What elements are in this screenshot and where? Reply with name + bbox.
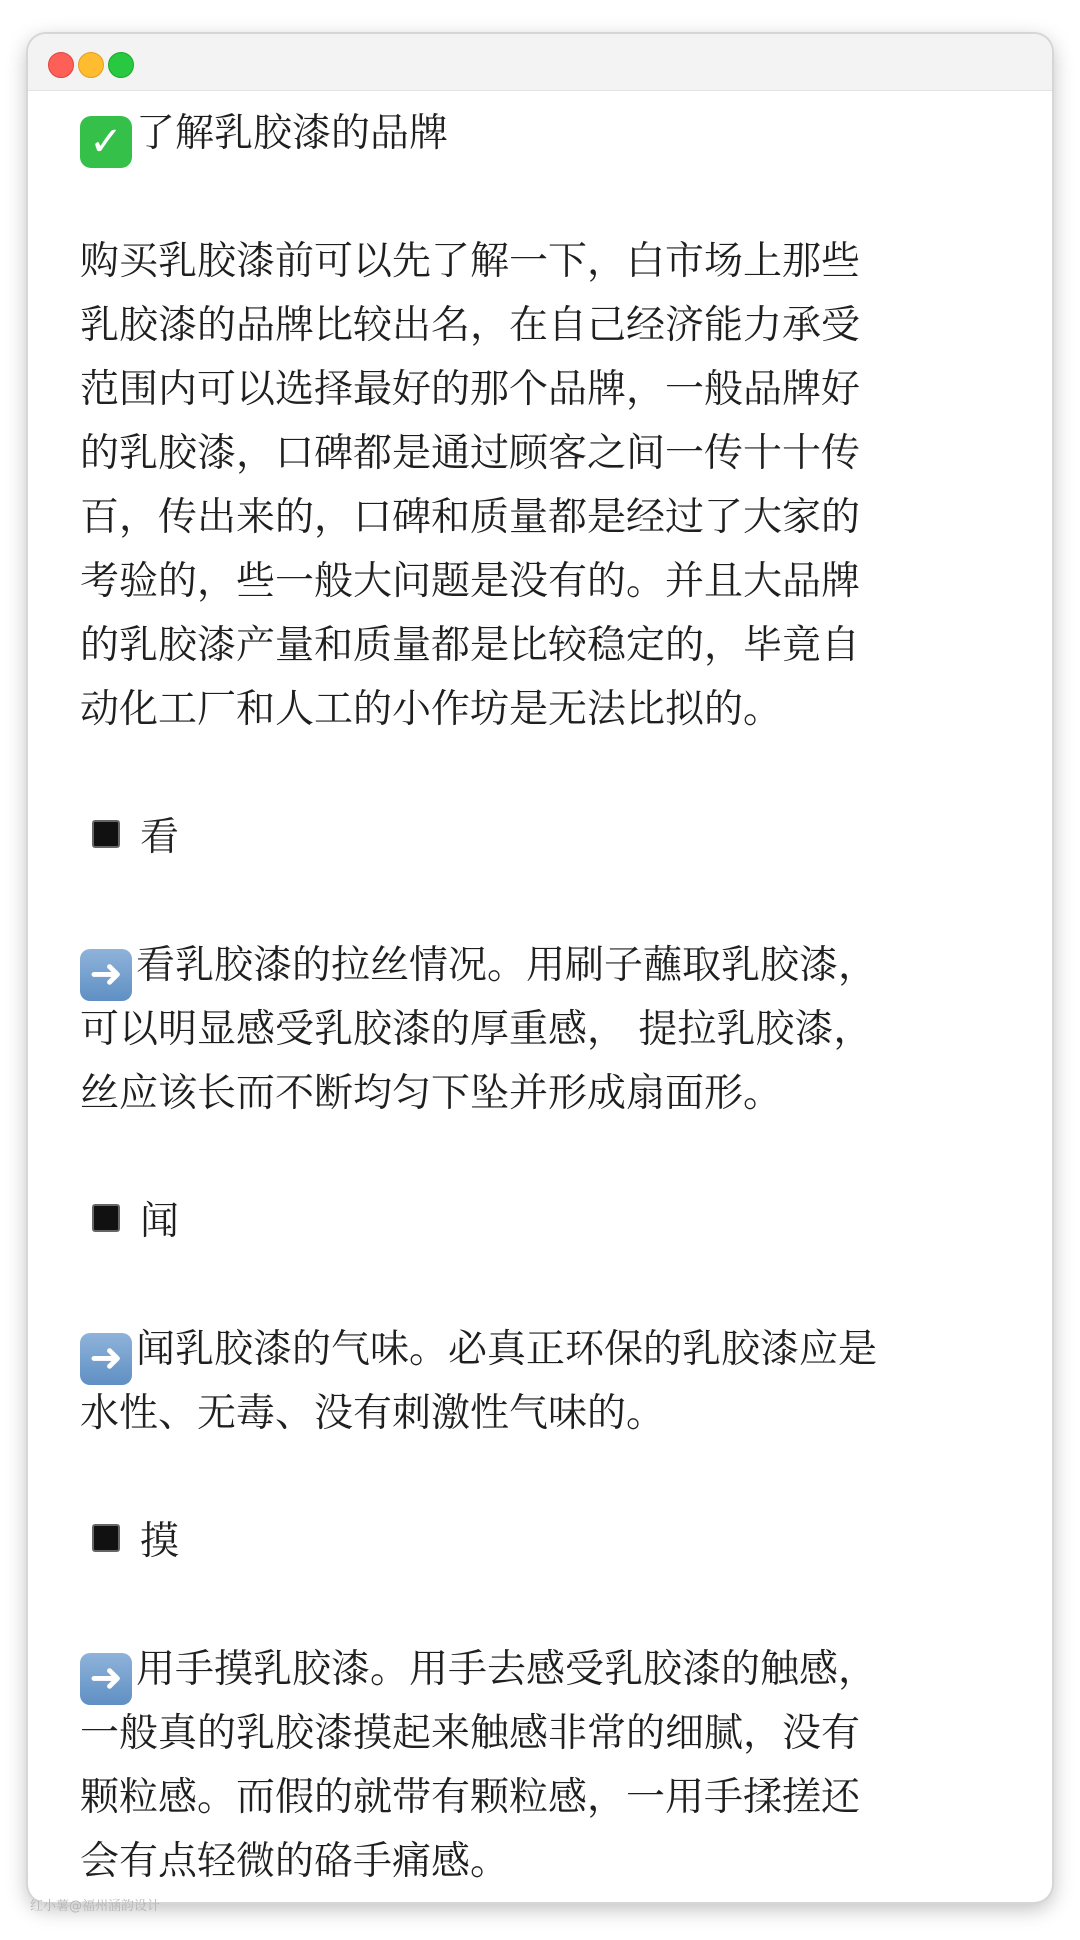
line-text: 用手摸乳胶漆。用手去感受乳胶漆的触感， (136, 1647, 878, 1692)
paragraph-line: 的乳胶漆产量和质量都是比较稳定的，毕竟自 (80, 623, 861, 668)
section-title-text: 闻 (140, 1199, 180, 1244)
line-text: 闻乳胶漆的气味。必真正环保的乳胶漆应是 (136, 1327, 878, 1372)
paragraph-line: 水性、无毒、没有刺激性气味的。 (80, 1391, 666, 1436)
window-titlebar (28, 34, 1052, 91)
right-arrow-icon: ➜ (80, 1333, 132, 1385)
line-text: 看乳胶漆的拉丝情况。用刷子蘸取乳胶漆， (136, 943, 878, 988)
section-touch-body (80, 1638, 1020, 1894)
paragraph-line: 范围内可以选择最好的那个品牌，一般品牌好 (80, 367, 861, 412)
zoom-button[interactable] (108, 52, 134, 78)
paragraph-line (80, 934, 1020, 998)
section-look-body (80, 934, 1020, 1126)
minimize-button[interactable] (78, 52, 104, 78)
paragraph-line: 丝应该长而不断均匀下坠并形成扇面形。 (80, 1071, 783, 1116)
article-heading (80, 102, 1020, 166)
section-title-text: 摸 (140, 1519, 180, 1564)
paragraph-line (80, 1318, 1020, 1382)
section-touch-title (80, 1510, 1020, 1574)
black-square-icon (92, 1524, 120, 1552)
paragraph-brand (80, 230, 1020, 742)
right-arrow-icon: ➜ (80, 949, 132, 1001)
watermark: 红小薯@福州涵韵设计 (30, 1899, 161, 1914)
section-smell-title (80, 1190, 1020, 1254)
paragraph-line: 乳胶漆的品牌比较出名，在自己经济能力承受 (80, 303, 861, 348)
paragraph-line: 动化工厂和人工的小作坊是无法比拟的。 (80, 687, 783, 732)
paragraph-line: 可以明显感受乳胶漆的厚重感， 提拉乳胶漆， (80, 1007, 873, 1052)
heading-text: 了解乳胶漆的品牌 (136, 111, 449, 156)
check-mark-button-icon: ✓ (80, 116, 132, 168)
app-window (28, 34, 1052, 1902)
section-title-text: 看 (140, 815, 180, 860)
paragraph-line (80, 1638, 1020, 1702)
section-smell-body (80, 1318, 1020, 1446)
paragraph-line: 颗粒感。而假的就带有颗粒感，一用手揉搓还 (80, 1775, 861, 1820)
section-look-title (80, 806, 1020, 870)
paragraph-line: 考验的，些一般大问题是没有的。并且大品牌 (80, 559, 861, 604)
paragraph-line: 一般真的乳胶漆摸起来触感非常的细腻，没有 (80, 1711, 861, 1756)
black-square-icon (92, 820, 120, 848)
paragraph-line: 会有点轻微的硌手痛感。 (80, 1839, 510, 1884)
close-button[interactable] (48, 52, 74, 78)
right-arrow-icon: ➜ (80, 1653, 132, 1705)
article-content (80, 102, 1020, 1894)
paragraph-line: 购买乳胶漆前可以先了解一下，白市场上那些 (80, 239, 861, 284)
paragraph-line: 百，传出来的，口碑和质量都是经过了大家的 (80, 495, 861, 540)
black-square-icon (92, 1204, 120, 1232)
paragraph-line: 的乳胶漆，口碑都是通过顾客之间一传十十传 (80, 431, 861, 476)
